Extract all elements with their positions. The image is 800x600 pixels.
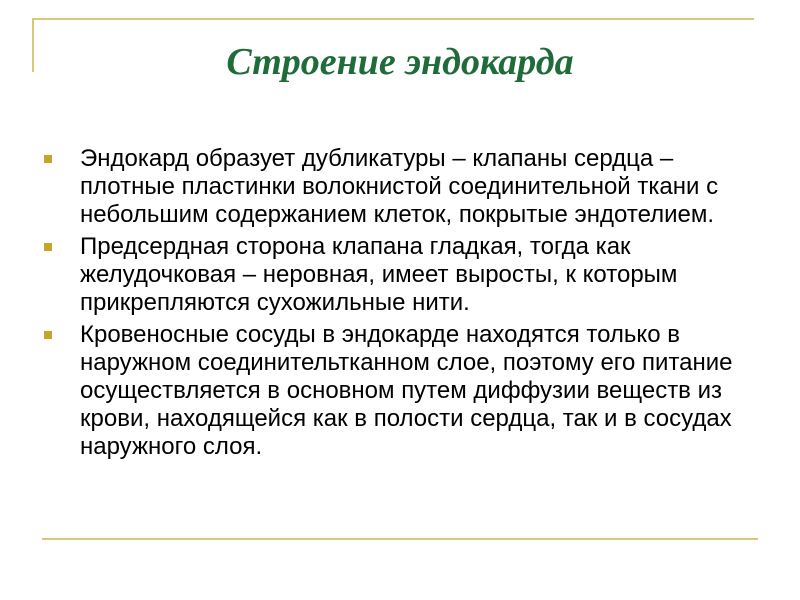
bottom-divider-line [42,538,758,540]
square-bullet-icon [44,155,52,163]
bullet-text: Эндокард образует дубликатуры – клапаны сердца – плотные пластинки волокнистой соединительной ткани с небольшим содержанием клеток, покрытые эндотелием. [80,145,719,228]
bullet-item [42,233,762,317]
bullet-text: Предсердная сторона клапана гладкая, тогда как желудочковая – неровная, имеет выросты, к которым прикрепляются сухожильные нити. [80,233,678,316]
bullet-text: Кровеносные сосуды в эндокарде находятся только в наружном соединительтканном слое, поэтому его питание осуществляется в основном путем диффузии веществ из крови, находящейся как в полости сердца, так и в сосудах наружного слоя. [80,321,733,460]
slide-title: Строение эндокарда [226,41,574,83]
bullet-list [42,145,762,465]
bullet-item [42,145,762,229]
top-divider-line [32,18,754,20]
square-bullet-icon [44,331,52,339]
bullet-item [42,321,762,461]
square-bullet-icon [44,243,52,251]
